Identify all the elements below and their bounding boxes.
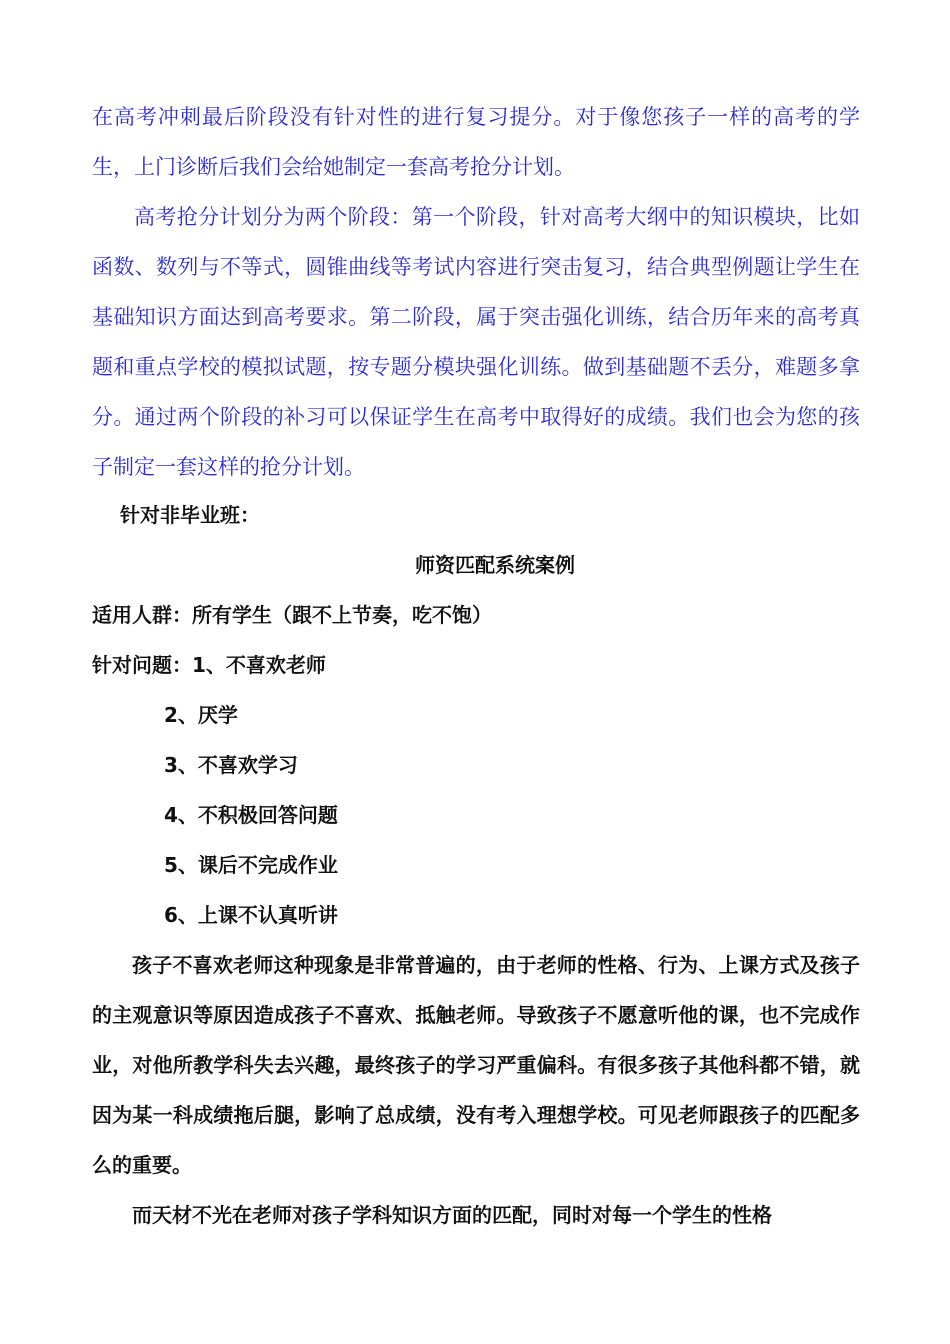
intro-section [92, 92, 860, 492]
audience-line: 适用人群：所有学生（跟不上节奏，吃不饱） [92, 603, 492, 627]
problem-item: 1、不喜欢老师 [192, 653, 326, 677]
problems-label: 针对问题： [92, 653, 192, 677]
body-paragraph-2: 而天材不光在老师对孩子学科知识方面的匹配，同时对每一个学生的性格 [132, 1203, 772, 1227]
section-title: 师资匹配系统案例 [415, 553, 575, 577]
section-heading: 针对非毕业班： [120, 503, 260, 527]
intro-paragraph-2: 高考抢分计划分为两个阶段：第一个阶段，针对高考大纲中的知识模块，比如函数、数列与不等式，圆锥曲线等考试内容进行突击复习，结合典型例题让学生在基础知识方面达到高考要求。第二阶段，属于突击强化训练，结合历年来的高考真题和重点学校的模拟试题，按专题分模块强化训练。做到基础题不丢分，难题多拿分。通过两个阶段的补习可以保证学生在高考中取得好的成绩。我们也会为您的孩子制定一套这样的抢分计划。 [92, 205, 860, 479]
problem-item: 4、不积极回答问题 [164, 803, 338, 827]
problem-item: 5、课后不完成作业 [164, 853, 338, 877]
problem-item: 6、上课不认真听讲 [164, 903, 338, 927]
body-paragraph-1: 孩子不喜欢老师这种现象是非常普遍的，由于老师的性格、行为、上课方式及孩子的主观意识等原因造成孩子不喜欢、抵触老师。导致孩子不愿意听他的课，也不完成作业，对他所教学科失去兴趣，最终孩子的学习严重偏科。有很多孩子其他科都不错，就因为某一科成绩拖后腿，影响了总成绩，没有考入理想学校。可见老师跟孩子的匹配多么的重要。 [92, 953, 860, 1177]
problem-item: 2、厌学 [164, 703, 238, 727]
problems-row-1 [92, 650, 326, 680]
body-section [92, 940, 860, 1240]
intro-paragraph-1: 在高考冲刺最后阶段没有针对性的进行复习提分。对于像您孩子一样的高考的学生，上门诊断后我们会给她制定一套高考抢分计划。 [92, 105, 860, 179]
problem-item: 3、不喜欢学习 [164, 753, 298, 777]
